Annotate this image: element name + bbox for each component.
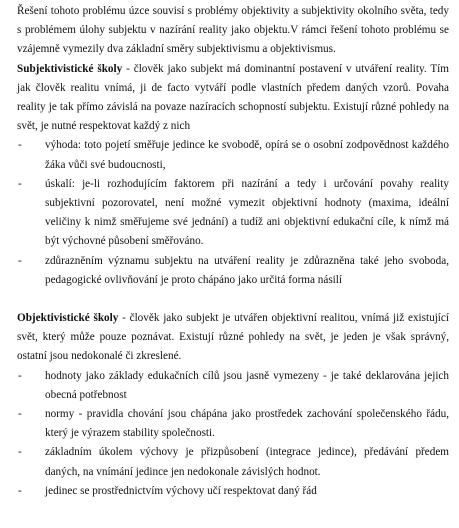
subjectivist-paragraph	[17, 60, 449, 137]
list-item: - základním úkolem výchovy je přizpůsobení (integrace jedince), předávání předem daných, na vnímání jedince jen nedokonale závislých hodnot.	[17, 443, 449, 481]
list-item: - jedinec se prostřednictvím výchovy učí respektovat daný řád	[17, 482, 449, 501]
subjectivist-list	[17, 136, 449, 290]
objectivist-paragraph	[17, 309, 449, 367]
list-item: - výhoda: toto pojetí směřuje jedince ke svobodě, opírá se o osobní zodpovědnost každého žáka vůči své budoucnosti,	[17, 136, 449, 174]
list-item: - normy - pravidla chování jsou chápána jako prostředek zachování společenského řádu, který je výrazem stability společnosti.	[17, 405, 449, 443]
section-spacer	[17, 290, 449, 309]
subjectivist-heading: Subjektivistické školy	[17, 62, 123, 75]
list-item: - hodnoty jako základy edukačních cílů jsou jasně vymezeny - je také deklarována jejich obecná potřebnost	[17, 367, 449, 405]
objectivist-heading: Objektivistické školy	[17, 312, 119, 325]
list-item: - úskalí: je-li rozhodujícím faktorem při nazírání a tedy i určování povahy reality subjektivní pozorovatel, není možné vymezit objektivní hodnoty (maxima, ideální veličiny k nimž směřujeme své jednání) a tudíž ani objektivní edukační cíle, k nímž má být výchovné působení směřováno.	[17, 175, 449, 252]
subjectivist-text: - člověk jako subjekt má dominantní postavení v utváření reality. Tím jak člověk realitu vnímá, ji de facto vytváří podle vlastních předem daných vzorů. Povaha reality je tak přímo závislá na povaze nazíracích schopností subjektu. Existují různé pohledy na svět, je nutné respektovat každý z nich	[17, 62, 449, 133]
list-item: - zdůrazněním významu subjektu na utváření reality je zdůrazněna také jeho svoboda, pedagogické ovlivňování je proto chápáno jako určitá forma násilí	[17, 252, 449, 290]
intro-paragraph: Řešení tohoto problému úzce souvisí s problémy objektivity a subjektivity okolního světa, tedy s problémem úlohy subjektu v nazírání reality jako objektu.V rámci řešení tohoto problému se vzájemně vymezily dva základní směry subjektivismu a objektivismus.	[17, 5, 449, 56]
objectivist-text: - člověk jako subjekt je utvářen objektivní realitou, vnímá již existující svět, který může pouze poznávat. Existují různé pohledy na svět, je jeden je však správný, ostatní jsou nedokonalé či zkreslené.	[17, 312, 449, 363]
objectivist-list	[17, 367, 449, 501]
